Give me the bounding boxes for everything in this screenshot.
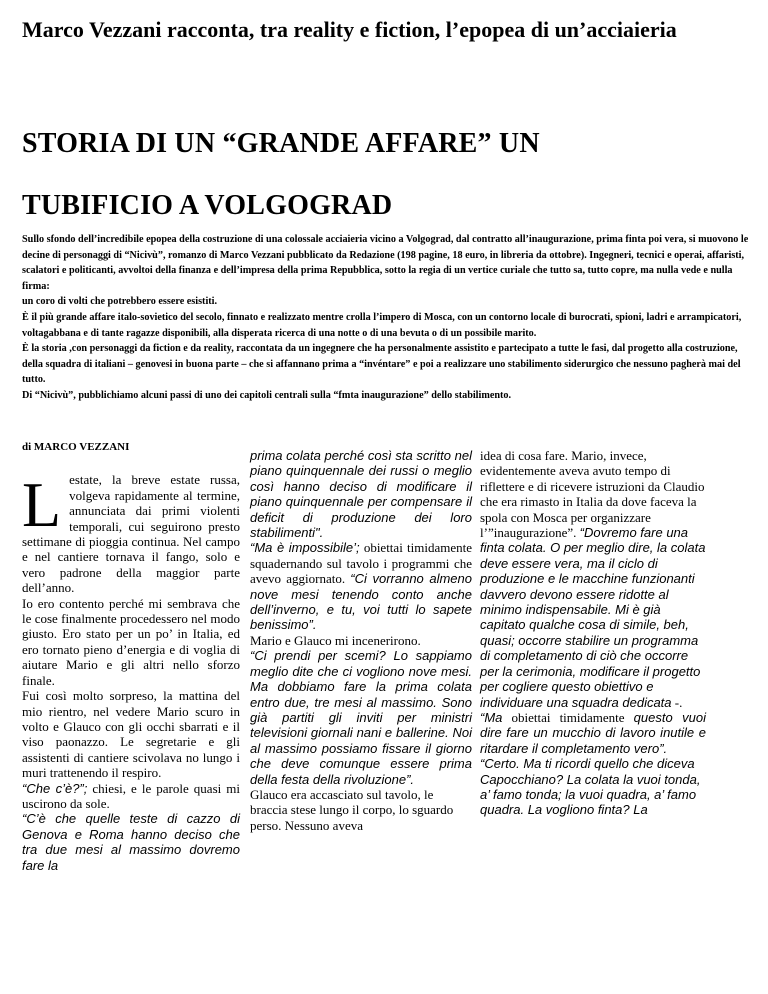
- article-headline: Marco Vezzani racconta, tra reality e fiction, l’epopea di un’acciaieria: [22, 17, 677, 42]
- body-paragraph: [22, 469, 240, 596]
- quote-text: “Ci vorranno almeno nove mesi tenendo conto anche dell’inverno, e tu, voi tutti lo sapete benissimo”.: [250, 571, 472, 633]
- quote-text: “Certo. Ma ti ricordi quello che diceva Capocchiano? La colata la vuoi tonda, a’ famo tonda; la vuoi quadra, a’ famo quadra. La vogliono finta? La: [480, 756, 701, 818]
- quote-text: “Ci prendi per scemi? Lo sappiamo meglio dite che ci vogliono nove mesi. Ma dobbiamo fare la prima colata entro due, tre mesi al massimo. Sono già partiti gli inviti per ministri televisioni giornali nani e ballerine. Noi al massimo possiamo fissare il giorno che deve comunque essere prima della festa della rivoluzione”.: [250, 648, 472, 787]
- body-text: obiettai timidamente squadernando sul tavolo i programmi che avevo aggiornato.: [250, 540, 472, 587]
- body-paragraph: Fui così molto sorpreso, la mattina del mio rientro, nel vedere Mario scuro in volto e Glauco con gli occhi sbarrati e il viso paonazzo. Le segretarie e gli assistenti di cantiere scivolava no lungo i muri trattenendo il respiro.: [22, 688, 240, 781]
- body-paragraph: [250, 648, 472, 787]
- body-paragraph: [480, 448, 706, 710]
- body-paragraph: Mario e Glauco mi incenerirono.: [250, 632, 421, 648]
- quote-text: questo vuoi dire fare un mucchio di lavoro inutile e ritardare il completamento vero”.: [480, 709, 706, 756]
- article-intro: [22, 232, 752, 404]
- body-text: idea di cosa fare. Mario, invece, evidentemente aveva avuto tempo di riflettere e di ricevere istruzioni da Claudio che era rimasto in Italia da dove faceva la spola con Mosca per organizzare l’”inaugurazione”.: [480, 448, 705, 541]
- intro-paragraph: È la storia ,con personaggi da fiction e da reality, raccontata da un ingegnere che ha personalmente assistito e partecipato a tutte le fasi, dal progetto alla costruzione, della squadra di italiani – genovesi in buona parte – che si affannano prima a “invéntare” e poi a realizzare uno stabilimento siderurgico che nessuno pagherà mai del tutto.: [22, 343, 741, 386]
- intro-paragraph: Di “Nicivù”, pubblichiamo alcuni passi di uno dei capitoli centrali sulla “fmta inaugurazione” dello stabilimento.: [22, 389, 512, 401]
- body-text: -.: [671, 694, 683, 710]
- intro-paragraph: un coro di volti che potrebbero essere esistiti.: [22, 296, 218, 308]
- body-paragraph: [250, 540, 472, 632]
- quote-text: “Che c’è?”;: [22, 780, 88, 796]
- body-column-3: [480, 448, 706, 818]
- body-text: chiesi, e le parole quasi mi uscirono da sole.: [22, 780, 240, 811]
- body-paragraph: [22, 781, 240, 812]
- body-paragraph: [480, 710, 706, 756]
- quote-text: “C’è che quelle teste di cazzo di Genova e Roma hanno deciso che tra due mesi al massimo dovremo fare la: [22, 811, 240, 873]
- body-text: estate, la breve estate russa, volgeva rapidamente al termine, annunciata dai primi violenti temporali, cui seguirono presto settimane di pioggia continua. Nel campo e nel cantiere tornava il fango, solo e vero padrone della maggior parte dell’anno.: [22, 472, 240, 596]
- quote-text: “Dovremo fare una finta colata. O per meglio dire, la colata deve essere vera, ma il ciclo di produzione e le macchine funzionanti davvero devono essere ridotte al minimo indispensabile. Mi è già capitato qualche cosa di simile, beh, quasi; occorre stabilire un programma di completamento di ciò che occorre per la cerimonia, modificare il progetto per cogliere questo obiettivo e individuare una squadra dedicata: [480, 525, 706, 710]
- drop-cap: L: [22, 469, 62, 541]
- body-paragraph: [22, 811, 240, 873]
- body-text: obiettai timidamente: [502, 709, 634, 725]
- quote-text: “Ma: [480, 709, 503, 725]
- article-title-line-1: STORIA DI UN “GRANDE AFFARE” UN: [22, 128, 540, 159]
- intro-paragraph: È il più grande affare italo-sovietico del secolo, finnato e realizzato mentre crolla l’impero di Mosca, con un contorno locale di burocrati, spioni, ladri e arrampicatori, voltagabbana e di tante ragazze disponibili, alla disperata ricerca di una notte o di una bevuta o di un possibile marito.: [22, 311, 742, 339]
- byline: di MARCO VEZZANI: [22, 441, 130, 453]
- body-column-1: [22, 440, 240, 873]
- article-title-line-2: TUBIFICIO A VOLGOGRAD: [22, 190, 393, 221]
- body-paragraph: [480, 756, 706, 818]
- quote-text: “Ma è impossibile’;: [250, 540, 360, 556]
- quote-text: prima colata perché così sta scritto nel piano quinquennale dei russi o meglio così hanno deciso di modificare il piano quinquennale per compensare il deficit di produzione dei loro stabilimenti".: [250, 448, 472, 541]
- body-paragraph: [250, 448, 472, 540]
- body-paragraph: Glauco era accasciato sul tavolo, le braccia stese lungo il corpo, lo sguardo perso. Nessuno aveva: [250, 786, 454, 833]
- body-paragraph: Io ero contento perché mi sembrava che le cose finalmente procedessero nel modo giusto. Ero stato per un po’ in Italia, ed ero tornato pieno d’energia e di voglia di aiutare Mario e gli altri nello sforzo finale.: [22, 595, 240, 688]
- intro-paragraph: Sullo sfondo dell’incredibile epopea della costruzione di una colossale acciaieria vicino a Volgograd, dal contratto all’inaugurazione, prima finta poi vera, si muovono le decine di personaggi di “Nicivù”, romanzo di Marco Vezzani pubblicato da Redazione (198 pagine, 18 euro, in libreria da ottobre). Ingegneri, tecnici e operai, affaristi, scalatori e politicanti, avvoltoi della finanza e dell’impresa della prima Repubblica, sotto la regia di un vertice curiale che tutto sa, tutto copre, ma nulla vede e nulla firma:: [22, 234, 749, 292]
- body-column-2: [250, 448, 472, 833]
